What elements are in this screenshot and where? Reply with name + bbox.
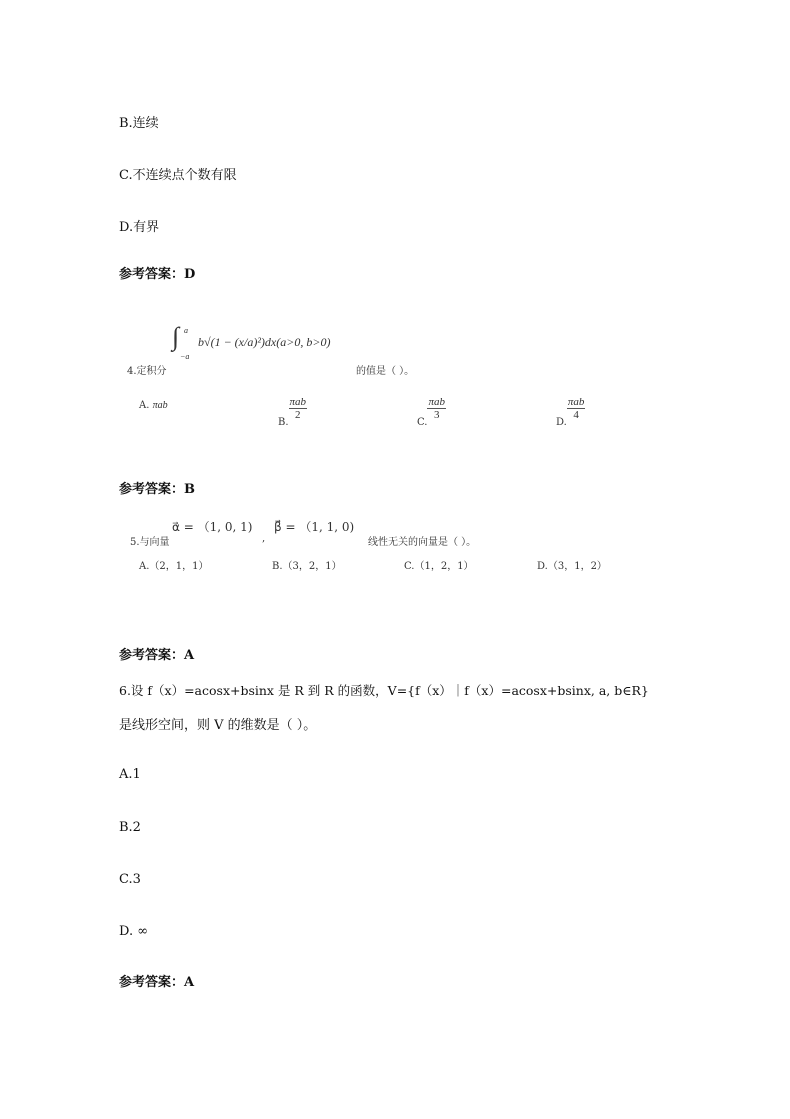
q5-option-a: A.（2，1，1）	[139, 561, 209, 572]
q5-suffix: 线性无关的向量是（ ）。	[368, 537, 477, 548]
integral-sign: ∫	[172, 322, 180, 351]
vector-beta: β⃗ = （1, 1, 0)	[274, 520, 355, 534]
integral-lower: −a	[180, 352, 190, 361]
q5-answer: 参考答案：A	[119, 648, 195, 663]
q5-comma: ,	[262, 533, 266, 544]
integral-upper: a	[184, 326, 188, 335]
integrand: b√(1 − (x/a)²)dx(a>0, b>0)	[198, 335, 331, 349]
q6-option-a: A.1	[119, 767, 141, 782]
vector-alpha: α⃗ = （1, 0, 1)	[172, 520, 253, 534]
q4-answer: 参考答案：B	[119, 482, 195, 497]
q6-option-d: D. ∞	[119, 924, 149, 939]
q3-answer: 参考答案：D	[119, 267, 196, 282]
q4-prefix: 4.定积分	[127, 366, 167, 377]
q3-option-c: C.不连续点个数有限	[119, 168, 237, 183]
q4-option-a: A. πab	[139, 400, 168, 411]
q5-option-c: C.（1，2，1）	[404, 561, 474, 572]
q3-option-b: B.连续	[119, 116, 159, 131]
q4-option-d: D. $\frac{\text{πab}}{4}$	[556, 396, 585, 428]
q6-answer: 参考答案：A	[119, 975, 195, 990]
q6-question-line2: 是线形空间，则 V 的维数是（ ）。	[119, 718, 317, 733]
q4-option-b: B. $\frac{\text{πab}}{2}$	[278, 396, 307, 428]
q5-option-b: B.（3，2，1）	[272, 561, 342, 572]
q5-option-d: D.（3，1，2）	[537, 561, 607, 572]
q4-suffix: 的值是（ ）。	[356, 366, 415, 377]
q6-question-line1: 6.设 f（x）=acosx+bsinx 是 R 到 R 的函数，V={f（x）｜f（x）=acosx+bsinx, a, b∈R}	[119, 683, 649, 698]
q6-option-c: C.3	[119, 872, 141, 887]
q4-option-c: C. $\frac{\text{πab}}{3}$	[417, 396, 445, 428]
q6-option-b: B.2	[119, 820, 141, 835]
q3-option-d: D.有界	[119, 220, 160, 235]
q5-prefix: 5.与向量	[130, 537, 170, 548]
